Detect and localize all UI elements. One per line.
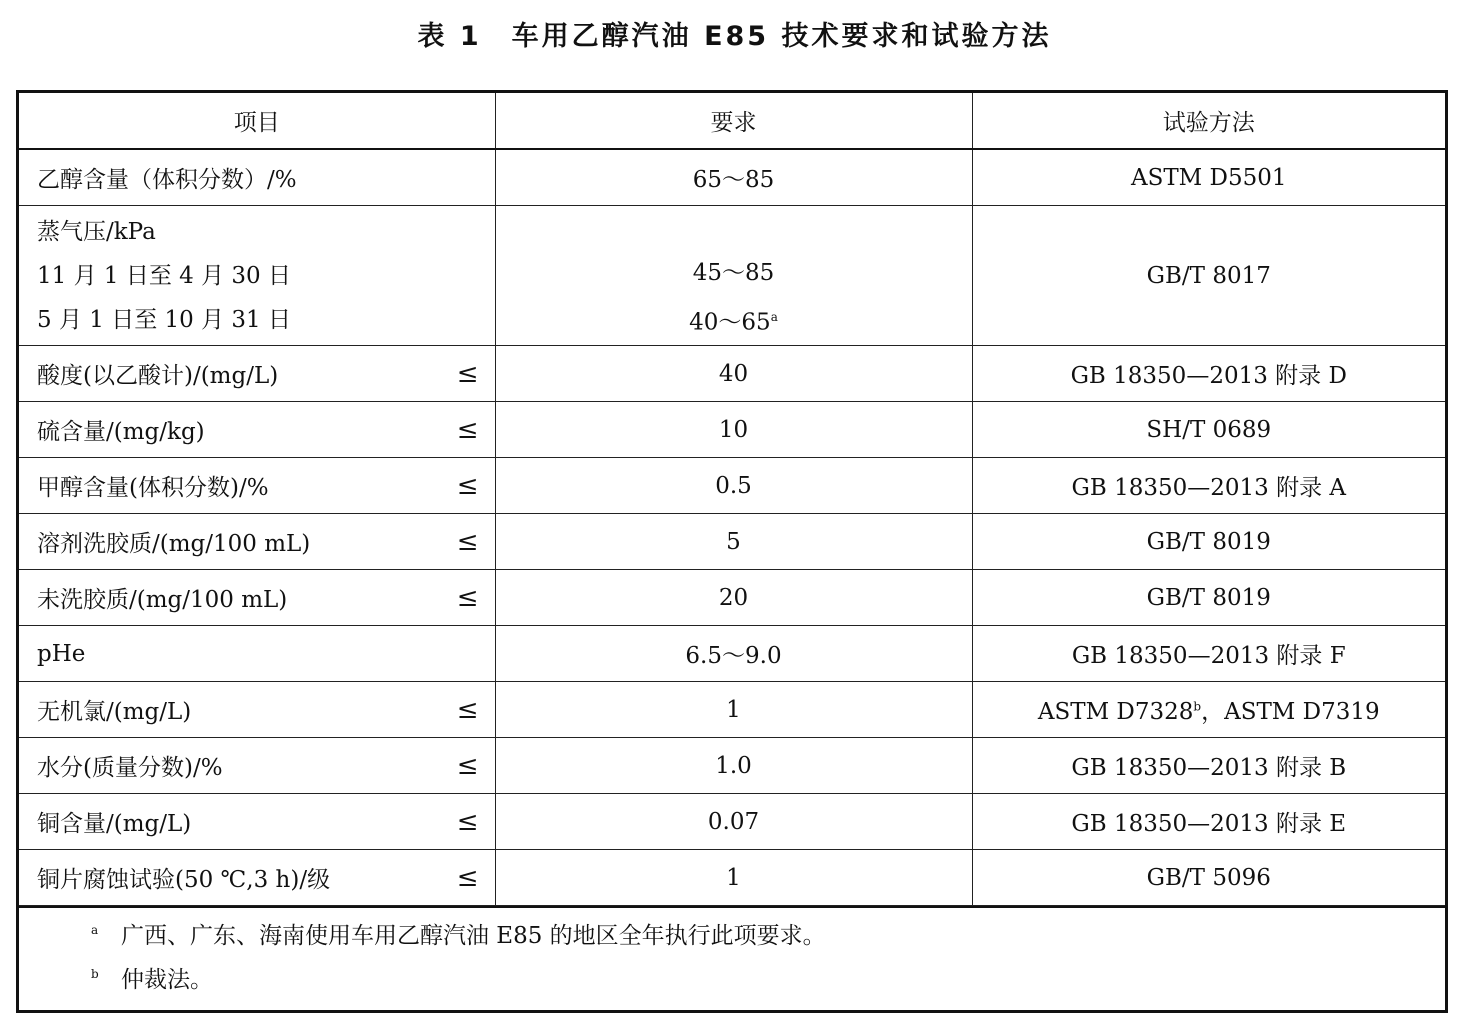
- row-requirement: 40: [495, 346, 972, 402]
- le-sign: ≤: [456, 806, 479, 837]
- row-requirement: 6.5～9.0: [495, 626, 972, 682]
- row-item: [19, 794, 495, 850]
- table-row: [19, 682, 1445, 738]
- row-item: [19, 570, 495, 626]
- row-item: [19, 458, 495, 514]
- row-method: GB 18350—2013 附录 F: [972, 626, 1445, 682]
- row-requirement: 65～85: [495, 149, 972, 206]
- row-method: GB/T 8019: [972, 570, 1445, 626]
- row-requirement: 0.07: [495, 794, 972, 850]
- item-label: 硫含量/(mg/kg): [37, 419, 205, 445]
- le-sign: ≤: [456, 862, 479, 893]
- row-item: [19, 206, 495, 346]
- row-method: GB/T 5096: [972, 850, 1445, 906]
- table-row: [19, 402, 1445, 458]
- footnote-a: [91, 914, 1445, 958]
- row-item: [19, 514, 495, 570]
- le-sign: ≤: [456, 582, 479, 613]
- table-row: [19, 346, 1445, 402]
- item-label: 甲醇含量(体积分数)/%: [37, 475, 269, 501]
- row-method: GB 18350—2013 附录 A: [972, 458, 1445, 514]
- le-sign: ≤: [456, 694, 479, 725]
- item-label: 酸度(以乙酸计)/(mg/L): [37, 363, 279, 389]
- row-method: SH/T 0689: [972, 402, 1445, 458]
- table-footnotes: [19, 906, 1445, 1010]
- row-method: ASTM D5501: [972, 149, 1445, 206]
- footnote-b: [91, 958, 1445, 1002]
- table-row: [19, 794, 1445, 850]
- le-sign: ≤: [456, 750, 479, 781]
- row-requirement: 5: [495, 514, 972, 570]
- le-sign: ≤: [456, 414, 479, 445]
- item-label: 未洗胶质/(mg/100 mL): [37, 587, 288, 613]
- le-sign: ≤: [456, 358, 479, 389]
- row-item: [19, 850, 495, 906]
- row-method: GB/T 8017: [972, 206, 1445, 346]
- footnote-ref-a: a: [770, 309, 778, 324]
- vapor-req-2: 40～65: [689, 309, 771, 336]
- footnote-mark: a: [91, 923, 99, 937]
- table-row: [19, 458, 1445, 514]
- row-item: [19, 682, 495, 738]
- row-item: [19, 346, 495, 402]
- row-method: [972, 682, 1445, 738]
- vapor-period-1: 11 月 1 日至 4 月 30 日: [37, 262, 291, 289]
- table-row: [19, 149, 1445, 206]
- row-requirement: 0.5: [495, 458, 972, 514]
- item-label: 水分(质量分数)/%: [37, 755, 223, 781]
- vapor-req-1: 45～85: [692, 259, 775, 286]
- row-requirement: 10: [495, 402, 972, 458]
- vapor-item-label: 蒸气压/kPa: [37, 218, 156, 245]
- item-label: 无机氯/(mg/L): [37, 699, 192, 725]
- footnote-text: 仲裁法。: [121, 967, 213, 993]
- le-sign: ≤: [456, 526, 479, 557]
- item-label: 溶剂洗胶质/(mg/100 mL): [37, 531, 311, 557]
- row-method: GB 18350—2013 附录 D: [972, 346, 1445, 402]
- footnote-mark: b: [91, 967, 99, 981]
- row-method: GB 18350—2013 附录 B: [972, 738, 1445, 794]
- row-item: pHe: [19, 626, 495, 682]
- row-requirement: 1: [495, 850, 972, 906]
- row-item: [19, 402, 495, 458]
- le-sign: ≤: [456, 470, 479, 501]
- spec-table: [16, 90, 1448, 1013]
- row-item: 乙醇含量（体积分数）/%: [19, 149, 495, 206]
- table-row: [19, 850, 1445, 906]
- row-requirement: [495, 206, 972, 346]
- header-requirement: 要求: [495, 93, 972, 149]
- method-part-2: ，ASTM D7319: [1201, 699, 1380, 725]
- item-label: 铜含量/(mg/L): [37, 811, 192, 837]
- row-item: [19, 738, 495, 794]
- footnote-text: 广西、广东、海南使用车用乙醇汽油 E85 的地区全年执行此项要求。: [121, 923, 826, 949]
- header-test-method: 试验方法: [972, 93, 1445, 149]
- row-requirement: 1.0: [495, 738, 972, 794]
- table-header-row: [19, 93, 1445, 149]
- table-row: [19, 514, 1445, 570]
- table-row: [19, 570, 1445, 626]
- footnote-ref-b: b: [1193, 699, 1202, 714]
- row-method: GB/T 8019: [972, 514, 1445, 570]
- table-row: [19, 738, 1445, 794]
- table-row-vapor-pressure: [19, 206, 1445, 346]
- vapor-period-2: 5 月 1 日至 10 月 31 日: [37, 306, 291, 333]
- item-label: 铜片腐蚀试验(50 ℃,3 h)/级: [37, 867, 331, 893]
- table-title: 表 1 车用乙醇汽油 E85 技术要求和试验方法: [417, 21, 1052, 52]
- row-requirement: 20: [495, 570, 972, 626]
- table-row: [19, 626, 1445, 682]
- row-method: GB 18350—2013 附录 E: [972, 794, 1445, 850]
- header-item: 项目: [19, 93, 495, 149]
- method-part-1: ASTM D7328: [1037, 699, 1194, 725]
- row-requirement: 1: [495, 682, 972, 738]
